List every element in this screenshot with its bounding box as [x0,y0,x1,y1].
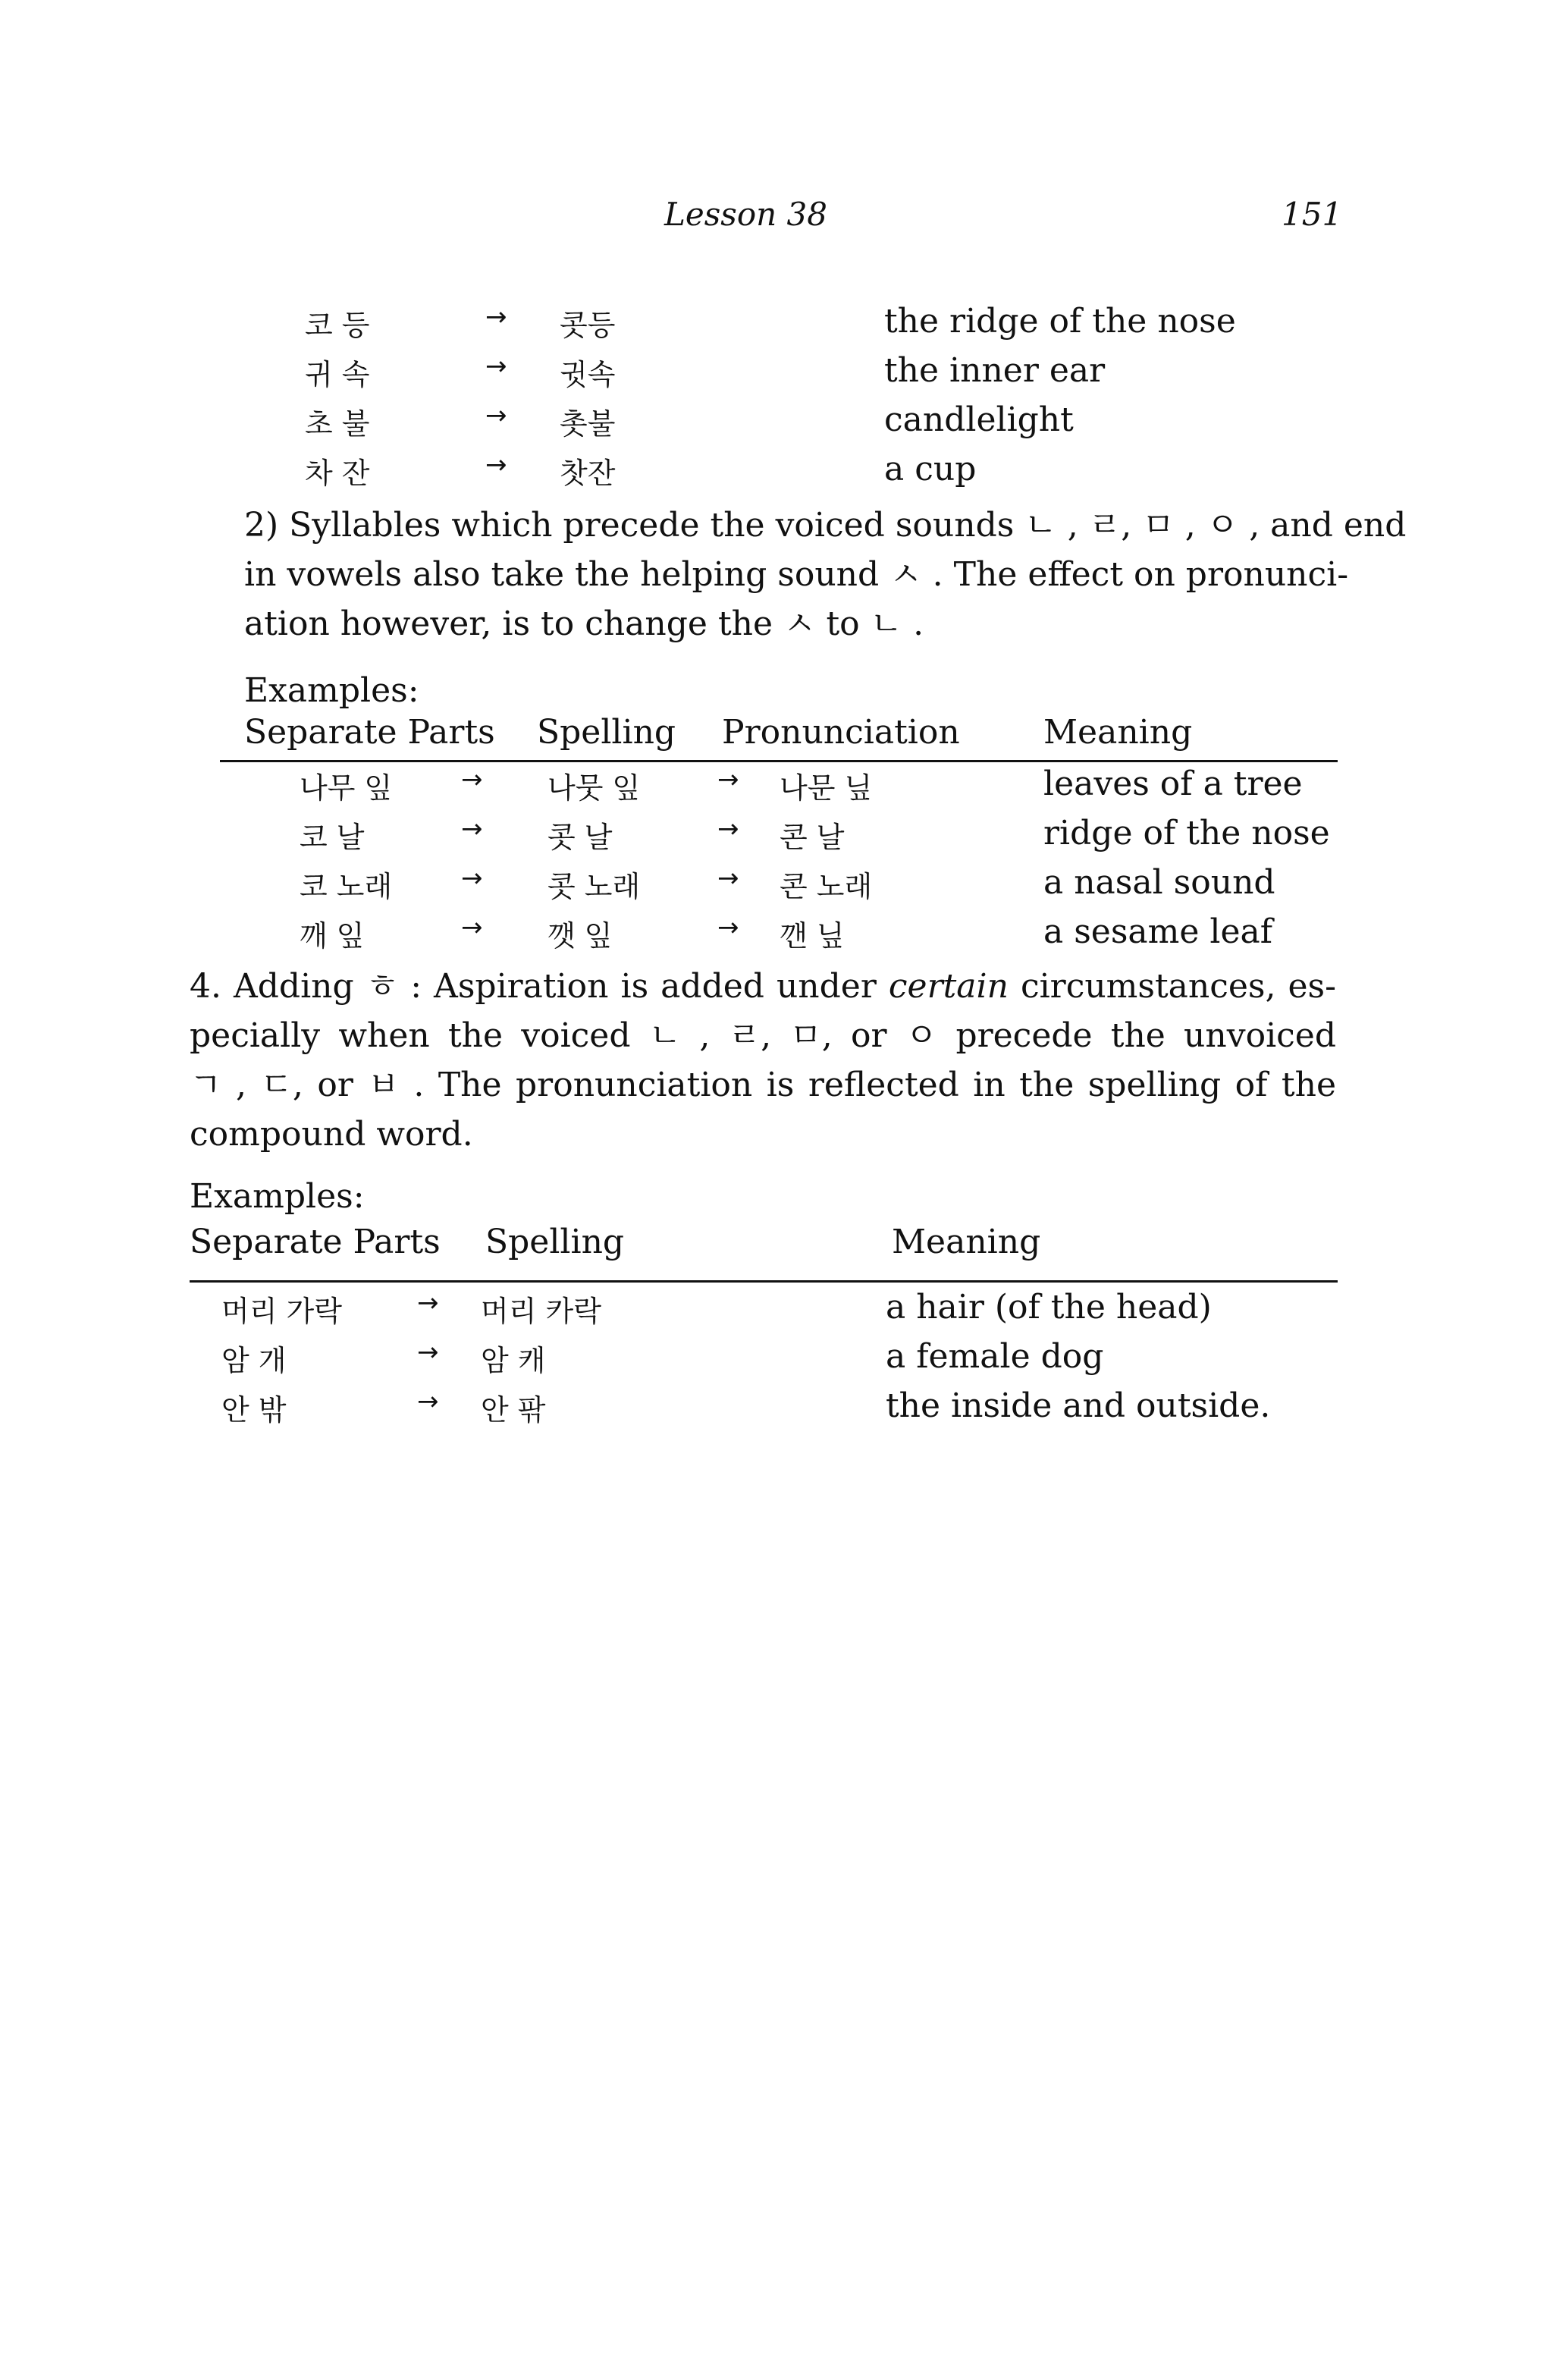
arrow-icon: → [417,1386,439,1417]
meaning: candlelight [884,400,1074,439]
spelling: 나뭇 잎 [547,771,641,805]
paragraph-line [190,962,1336,1011]
table-row [0,863,1553,909]
spelling: 콧 노래 [547,870,641,903]
separate-parts: 나무 잎 [300,771,393,805]
list-item [0,302,1553,347]
list-item [0,400,1553,446]
arrow-icon: → [717,765,739,795]
arrow-icon: → [717,863,739,893]
meaning: a hair (of the head) [886,1288,1212,1327]
pronunciation: 나문 닢 [780,771,873,805]
list-item [0,351,1553,397]
table2-divider [190,1280,1338,1283]
table-row [0,814,1553,859]
paragraph-line: in vowels also take the helping sound ㅅ . The effect on pronunci- [244,555,1349,594]
spelling: 귓속 [560,358,616,391]
pronunciation: 콘 노래 [780,870,873,903]
arrow-icon: → [717,912,739,943]
spelling: 콧등 [560,309,616,342]
table-row [0,1386,1553,1432]
spelling: 콧 날 [547,821,613,854]
separate-parts: 코 노래 [300,870,393,903]
arrow-icon: → [485,302,507,332]
paragraph-line: 2) Syllables which precede the voiced sounds ㄴ , ㄹ, ㅁ , ㅇ , and end [244,506,1407,545]
meaning: a nasal sound [1043,863,1275,902]
arrow-icon: → [461,814,483,844]
meaning: a sesame leaf [1043,912,1273,951]
paragraph-line: compound word. [190,1115,473,1154]
arrow-icon: → [417,1337,439,1367]
table-row [0,765,1553,810]
meaning: ridge of the nose [1043,814,1330,852]
arrow-icon: → [461,765,483,795]
spelling: 머리 카락 [481,1295,601,1328]
column-header: Spelling [485,1223,625,1261]
column-header: Separate Parts [190,1223,441,1261]
column-header: Meaning [892,1223,1041,1261]
column-header: Meaning [1043,713,1193,752]
pronunciation: 콘 날 [780,821,845,854]
meaning: leaves of a tree [1043,765,1303,803]
table-row [0,912,1553,958]
text-run: circumstances, es- [1008,967,1336,1006]
separate-parts: 코 등 [305,309,370,342]
meaning: the inner ear [884,351,1106,390]
separate-parts: 암 개 [221,1344,287,1377]
pronunciation: 깬 닢 [780,919,845,953]
meaning: a cup [884,450,977,488]
separate-parts: 안 밖 [221,1393,287,1427]
meaning: the inside and outside. [886,1386,1271,1425]
text-run: 4. Adding ㅎ : Aspiration is added under [190,967,889,1006]
column-header: Pronunciation [722,713,960,752]
separate-parts: 깨 잎 [300,919,365,953]
separate-parts: 코 날 [300,821,365,854]
table2-header [0,1223,1553,1268]
spelling: 찻잔 [560,457,616,490]
meaning: a female dog [886,1337,1104,1376]
running-header-lesson: Lesson 38 [664,196,827,233]
separate-parts: 머리 가락 [221,1295,342,1328]
paragraph-line: ㄱ , ㄷ, or ㅂ . The pronunciation is reflected in the spelling of the [190,1066,1336,1104]
emphasis: certain [888,967,1009,1006]
table1-divider [220,760,1338,762]
spelling: 암 캐 [481,1344,546,1377]
arrow-icon: → [461,863,483,893]
column-header: Spelling [537,713,676,752]
arrow-icon: → [717,814,739,844]
separate-parts: 귀 속 [305,358,370,391]
section-4-paragraph [190,962,1336,1159]
separate-parts: 차 잔 [305,457,370,490]
paragraph-line: pecially when the voiced ㄴ , ㄹ, ㅁ, or ㅇ precede the unvoiced [190,1016,1336,1055]
arrow-icon: → [485,450,507,480]
arrow-icon: → [485,351,507,381]
examples-label: Examples: [244,671,419,710]
spelling: 촛불 [560,407,616,441]
separate-parts: 초 불 [305,407,370,441]
table-row [0,1288,1553,1333]
meaning: the ridge of the nose [884,302,1236,341]
spelling: 깻 잎 [547,919,613,953]
list-item [0,450,1553,495]
arrow-icon: → [461,912,483,943]
table1-header [0,713,1553,758]
examples-label: Examples: [190,1177,365,1216]
table-row [0,1337,1553,1383]
column-header: Separate Parts [244,713,495,752]
spelling: 안 팎 [481,1393,546,1427]
arrow-icon: → [485,400,507,431]
rule-2-paragraph [244,501,1407,648]
page-number: 151 [1282,196,1343,233]
arrow-icon: → [417,1288,439,1318]
paragraph-line: ation however, is to change the ㅅ to ㄴ . [244,604,924,643]
